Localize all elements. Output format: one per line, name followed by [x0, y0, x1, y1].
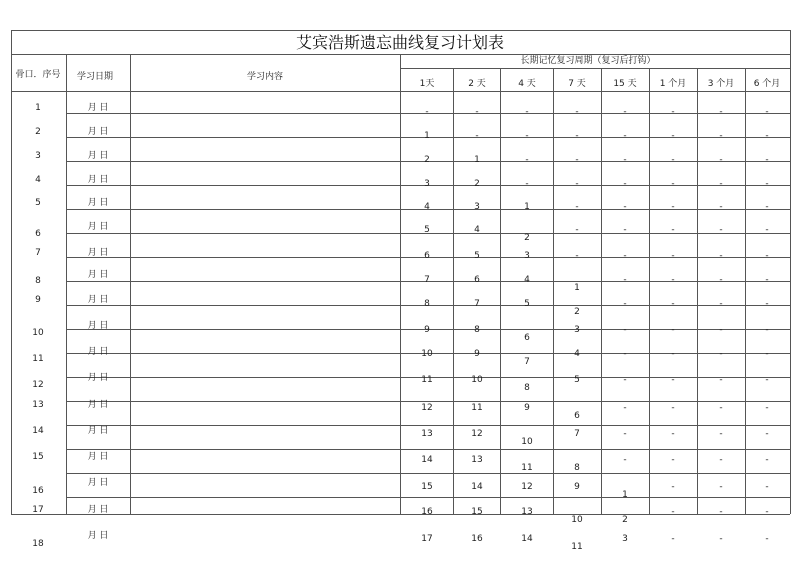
- review-cell: 5: [524, 299, 530, 309]
- row-date: 月 日: [87, 452, 109, 462]
- review-cell: -: [765, 429, 769, 439]
- review-cell: 10: [521, 437, 533, 447]
- col-divider-period: [553, 68, 554, 514]
- row-date: 月 日: [87, 347, 109, 357]
- col-divider-period: [697, 68, 698, 514]
- row-date: 月 日: [87, 175, 109, 185]
- row-seq-number: 17: [32, 505, 44, 515]
- review-cell: 4: [474, 225, 480, 235]
- row-date: 月 日: [87, 321, 109, 331]
- review-cell: -: [719, 349, 723, 359]
- review-cell: -: [671, 349, 675, 359]
- review-cell: 1: [524, 202, 530, 212]
- review-cell: -: [671, 107, 675, 117]
- review-cell: 7: [424, 275, 430, 285]
- header-content: 学习内容: [246, 72, 284, 82]
- review-cell: -: [765, 299, 769, 309]
- header-period: 3 个月: [707, 79, 735, 89]
- row-date: 月 日: [87, 295, 109, 305]
- review-cell: 9: [524, 403, 530, 413]
- review-cell: -: [671, 202, 675, 212]
- row-seq-number: 9: [35, 295, 41, 305]
- review-cell: -: [765, 202, 769, 212]
- row-date: 月 日: [87, 373, 109, 383]
- review-cell: 12: [471, 429, 483, 439]
- review-cell: -: [623, 349, 627, 359]
- review-cell: 11: [471, 403, 483, 413]
- review-cell: -: [525, 155, 529, 165]
- review-cell: 5: [424, 225, 430, 235]
- review-cell: -: [719, 403, 723, 413]
- review-cell: 3: [424, 179, 430, 189]
- review-cell: -: [719, 299, 723, 309]
- review-cell: -: [623, 131, 627, 141]
- review-cell: -: [765, 482, 769, 492]
- review-cell: 11: [571, 542, 583, 552]
- review-cell: -: [525, 179, 529, 189]
- row-divider: [66, 401, 790, 402]
- review-cell: 1: [424, 131, 430, 141]
- review-cell: -: [765, 155, 769, 165]
- review-cell: 3: [524, 251, 530, 261]
- review-cell: 4: [424, 202, 430, 212]
- review-cell: -: [623, 225, 627, 235]
- review-cell: 4: [524, 275, 530, 285]
- review-cell: 9: [574, 482, 580, 492]
- review-cell: -: [719, 251, 723, 261]
- row-date: 月 日: [87, 531, 109, 541]
- row-divider: [66, 425, 790, 426]
- header-period: 6 个月: [753, 79, 781, 89]
- review-cell: -: [623, 155, 627, 165]
- review-cell: 1: [622, 490, 628, 500]
- row-seq-number: 1: [35, 103, 41, 113]
- review-cell: -: [671, 429, 675, 439]
- review-cell: 2: [574, 307, 580, 317]
- review-cell: -: [623, 455, 627, 465]
- review-cell: -: [575, 131, 579, 141]
- review-cell: -: [719, 534, 723, 544]
- row-seq-number: 18: [32, 539, 44, 549]
- col-divider-content: [130, 54, 131, 514]
- row-divider: [66, 449, 790, 450]
- review-cell: -: [671, 299, 675, 309]
- review-cell: 16: [471, 534, 483, 544]
- row-seq-number: 8: [35, 276, 41, 286]
- review-cell: 6: [474, 275, 480, 285]
- review-cell: -: [671, 155, 675, 165]
- row-seq-number: 11: [32, 354, 44, 364]
- row-seq-number: 4: [35, 175, 41, 185]
- review-cell: -: [475, 107, 479, 117]
- review-cell: -: [671, 251, 675, 261]
- review-cell: -: [765, 534, 769, 544]
- review-cell: -: [475, 131, 479, 141]
- review-cell: -: [765, 275, 769, 285]
- review-cell: -: [575, 179, 579, 189]
- review-cell: -: [623, 202, 627, 212]
- review-cell: 3: [622, 534, 628, 544]
- review-cell: 16: [421, 507, 433, 517]
- review-cell: 13: [521, 507, 533, 517]
- review-cell: -: [575, 202, 579, 212]
- header-date: 学习日期: [76, 72, 114, 82]
- col-divider-period: [745, 68, 746, 514]
- review-cell: -: [671, 179, 675, 189]
- row-seq-number: 14: [32, 426, 44, 436]
- review-cell: -: [623, 299, 627, 309]
- review-cell: -: [765, 375, 769, 385]
- header-period: 1天: [419, 79, 435, 89]
- col-divider-period: [453, 68, 454, 514]
- review-cell: -: [765, 403, 769, 413]
- review-cell: -: [623, 375, 627, 385]
- review-cell: -: [765, 507, 769, 517]
- review-cell: -: [719, 225, 723, 235]
- review-cell: -: [525, 107, 529, 117]
- review-cell: -: [719, 107, 723, 117]
- review-cell: -: [525, 131, 529, 141]
- review-cell: 15: [471, 507, 483, 517]
- review-cell: 14: [521, 534, 533, 544]
- row-divider: [66, 473, 790, 474]
- review-cell: -: [719, 429, 723, 439]
- review-cell: -: [575, 251, 579, 261]
- col-divider-periods: [400, 54, 401, 514]
- review-cell: 10: [471, 375, 483, 385]
- col-divider-period: [649, 68, 650, 514]
- header-seq: 骨口．序号: [15, 70, 61, 80]
- row-date: 月 日: [87, 426, 109, 436]
- review-cell: -: [575, 107, 579, 117]
- review-cell: 5: [574, 375, 580, 385]
- review-cell: -: [719, 155, 723, 165]
- review-cell: 2: [622, 515, 628, 525]
- row-date: 月 日: [87, 478, 109, 488]
- review-cell: 8: [424, 299, 430, 309]
- row-seq-number: 12: [32, 380, 44, 390]
- review-cell: -: [671, 534, 675, 544]
- review-cell: -: [623, 107, 627, 117]
- col-divider-date: [66, 54, 67, 514]
- review-cell: -: [671, 375, 675, 385]
- review-cell: 9: [424, 325, 430, 335]
- review-cell: 2: [524, 233, 530, 243]
- review-cell: -: [623, 429, 627, 439]
- border-left: [11, 30, 12, 514]
- header-period: 1 个月: [659, 79, 687, 89]
- row-date: 月 日: [87, 127, 109, 137]
- row-date: 月 日: [87, 400, 109, 410]
- header-period: 7 天: [568, 79, 586, 89]
- row-seq-number: 10: [32, 328, 44, 338]
- row-seq-number: 6: [35, 229, 41, 239]
- review-cell: 9: [474, 349, 480, 359]
- review-cell: 3: [574, 325, 580, 335]
- review-cell: -: [671, 275, 675, 285]
- review-cell: -: [765, 225, 769, 235]
- review-cell: -: [623, 251, 627, 261]
- review-cell: -: [575, 155, 579, 165]
- review-cell: 2: [474, 179, 480, 189]
- review-cell: -: [765, 131, 769, 141]
- review-cell: 10: [571, 515, 583, 525]
- review-cell: 7: [474, 299, 480, 309]
- review-cell: 7: [574, 429, 580, 439]
- row-date: 月 日: [87, 103, 109, 113]
- review-cell: 8: [474, 325, 480, 335]
- review-cell: -: [719, 455, 723, 465]
- review-cell: -: [671, 325, 675, 335]
- review-cell: -: [765, 179, 769, 189]
- review-cell: 11: [521, 463, 533, 473]
- row-seq-number: 15: [32, 452, 44, 462]
- review-cell: 8: [574, 463, 580, 473]
- review-cell: 8: [524, 383, 530, 393]
- review-cell: -: [765, 455, 769, 465]
- header-period: 2 天: [468, 79, 486, 89]
- review-cell: -: [623, 325, 627, 335]
- row-divider: [66, 497, 790, 498]
- border-top: [11, 30, 790, 31]
- review-cell: 10: [421, 349, 433, 359]
- border-right: [790, 30, 791, 514]
- review-cell: -: [671, 507, 675, 517]
- review-cell: -: [623, 179, 627, 189]
- review-cell: -: [425, 107, 429, 117]
- review-cell: -: [575, 225, 579, 235]
- row-date: 月 日: [87, 505, 109, 515]
- review-cell: 6: [424, 251, 430, 261]
- row-seq-number: 5: [35, 198, 41, 208]
- review-cell: 7: [524, 357, 530, 367]
- review-cell: 13: [421, 429, 433, 439]
- row-date: 月 日: [87, 151, 109, 161]
- review-cell: -: [765, 349, 769, 359]
- header-period: 4 天: [518, 79, 536, 89]
- row-date: 月 日: [87, 222, 109, 232]
- cycle-divider: [400, 68, 790, 69]
- row-seq-number: 7: [35, 248, 41, 258]
- review-cell: 14: [421, 455, 433, 465]
- header-period: 15 天: [613, 79, 637, 89]
- review-cell: -: [671, 403, 675, 413]
- review-cell: -: [719, 325, 723, 335]
- review-cell: 2: [424, 155, 430, 165]
- review-cell: -: [671, 225, 675, 235]
- review-cell: -: [719, 375, 723, 385]
- review-cell: -: [623, 403, 627, 413]
- review-cell: -: [623, 275, 627, 285]
- review-cell: 3: [474, 202, 480, 212]
- row-seq-number: 13: [32, 400, 44, 410]
- review-cell: 5: [474, 251, 480, 261]
- review-cell: 6: [574, 411, 580, 421]
- review-cell: 1: [474, 155, 480, 165]
- row-date: 月 日: [87, 198, 109, 208]
- review-cell: 4: [574, 349, 580, 359]
- review-cell: -: [671, 455, 675, 465]
- review-cell: -: [719, 507, 723, 517]
- row-date: 月 日: [87, 270, 109, 280]
- review-cell: 12: [421, 403, 433, 413]
- col-divider-period: [500, 68, 501, 514]
- review-cell: -: [719, 275, 723, 285]
- review-cell: -: [719, 202, 723, 212]
- review-cell: 13: [471, 455, 483, 465]
- review-cell: 12: [521, 482, 533, 492]
- row-seq-number: 3: [35, 151, 41, 161]
- row-seq-number: 16: [32, 486, 44, 496]
- review-cell: -: [719, 482, 723, 492]
- review-cell: 1: [574, 283, 580, 293]
- review-cell: -: [719, 179, 723, 189]
- page-title: 艾宾浩斯遗忘曲线复习计划表: [295, 33, 505, 52]
- review-cell: 17: [421, 534, 433, 544]
- col-divider-period: [601, 68, 602, 514]
- review-cell: 6: [524, 333, 530, 343]
- header-review-cycle: 长期记忆复习周期（复习后打钩）: [520, 56, 656, 66]
- review-cell: 14: [471, 482, 483, 492]
- review-cell: -: [671, 482, 675, 492]
- review-cell: -: [765, 325, 769, 335]
- review-cell: -: [765, 251, 769, 261]
- review-cell: -: [671, 131, 675, 141]
- review-cell: -: [765, 107, 769, 117]
- review-cell: -: [719, 131, 723, 141]
- review-cell: 15: [421, 482, 433, 492]
- row-date: 月 日: [87, 248, 109, 258]
- row-seq-number: 2: [35, 127, 41, 137]
- review-cell: 11: [421, 375, 433, 385]
